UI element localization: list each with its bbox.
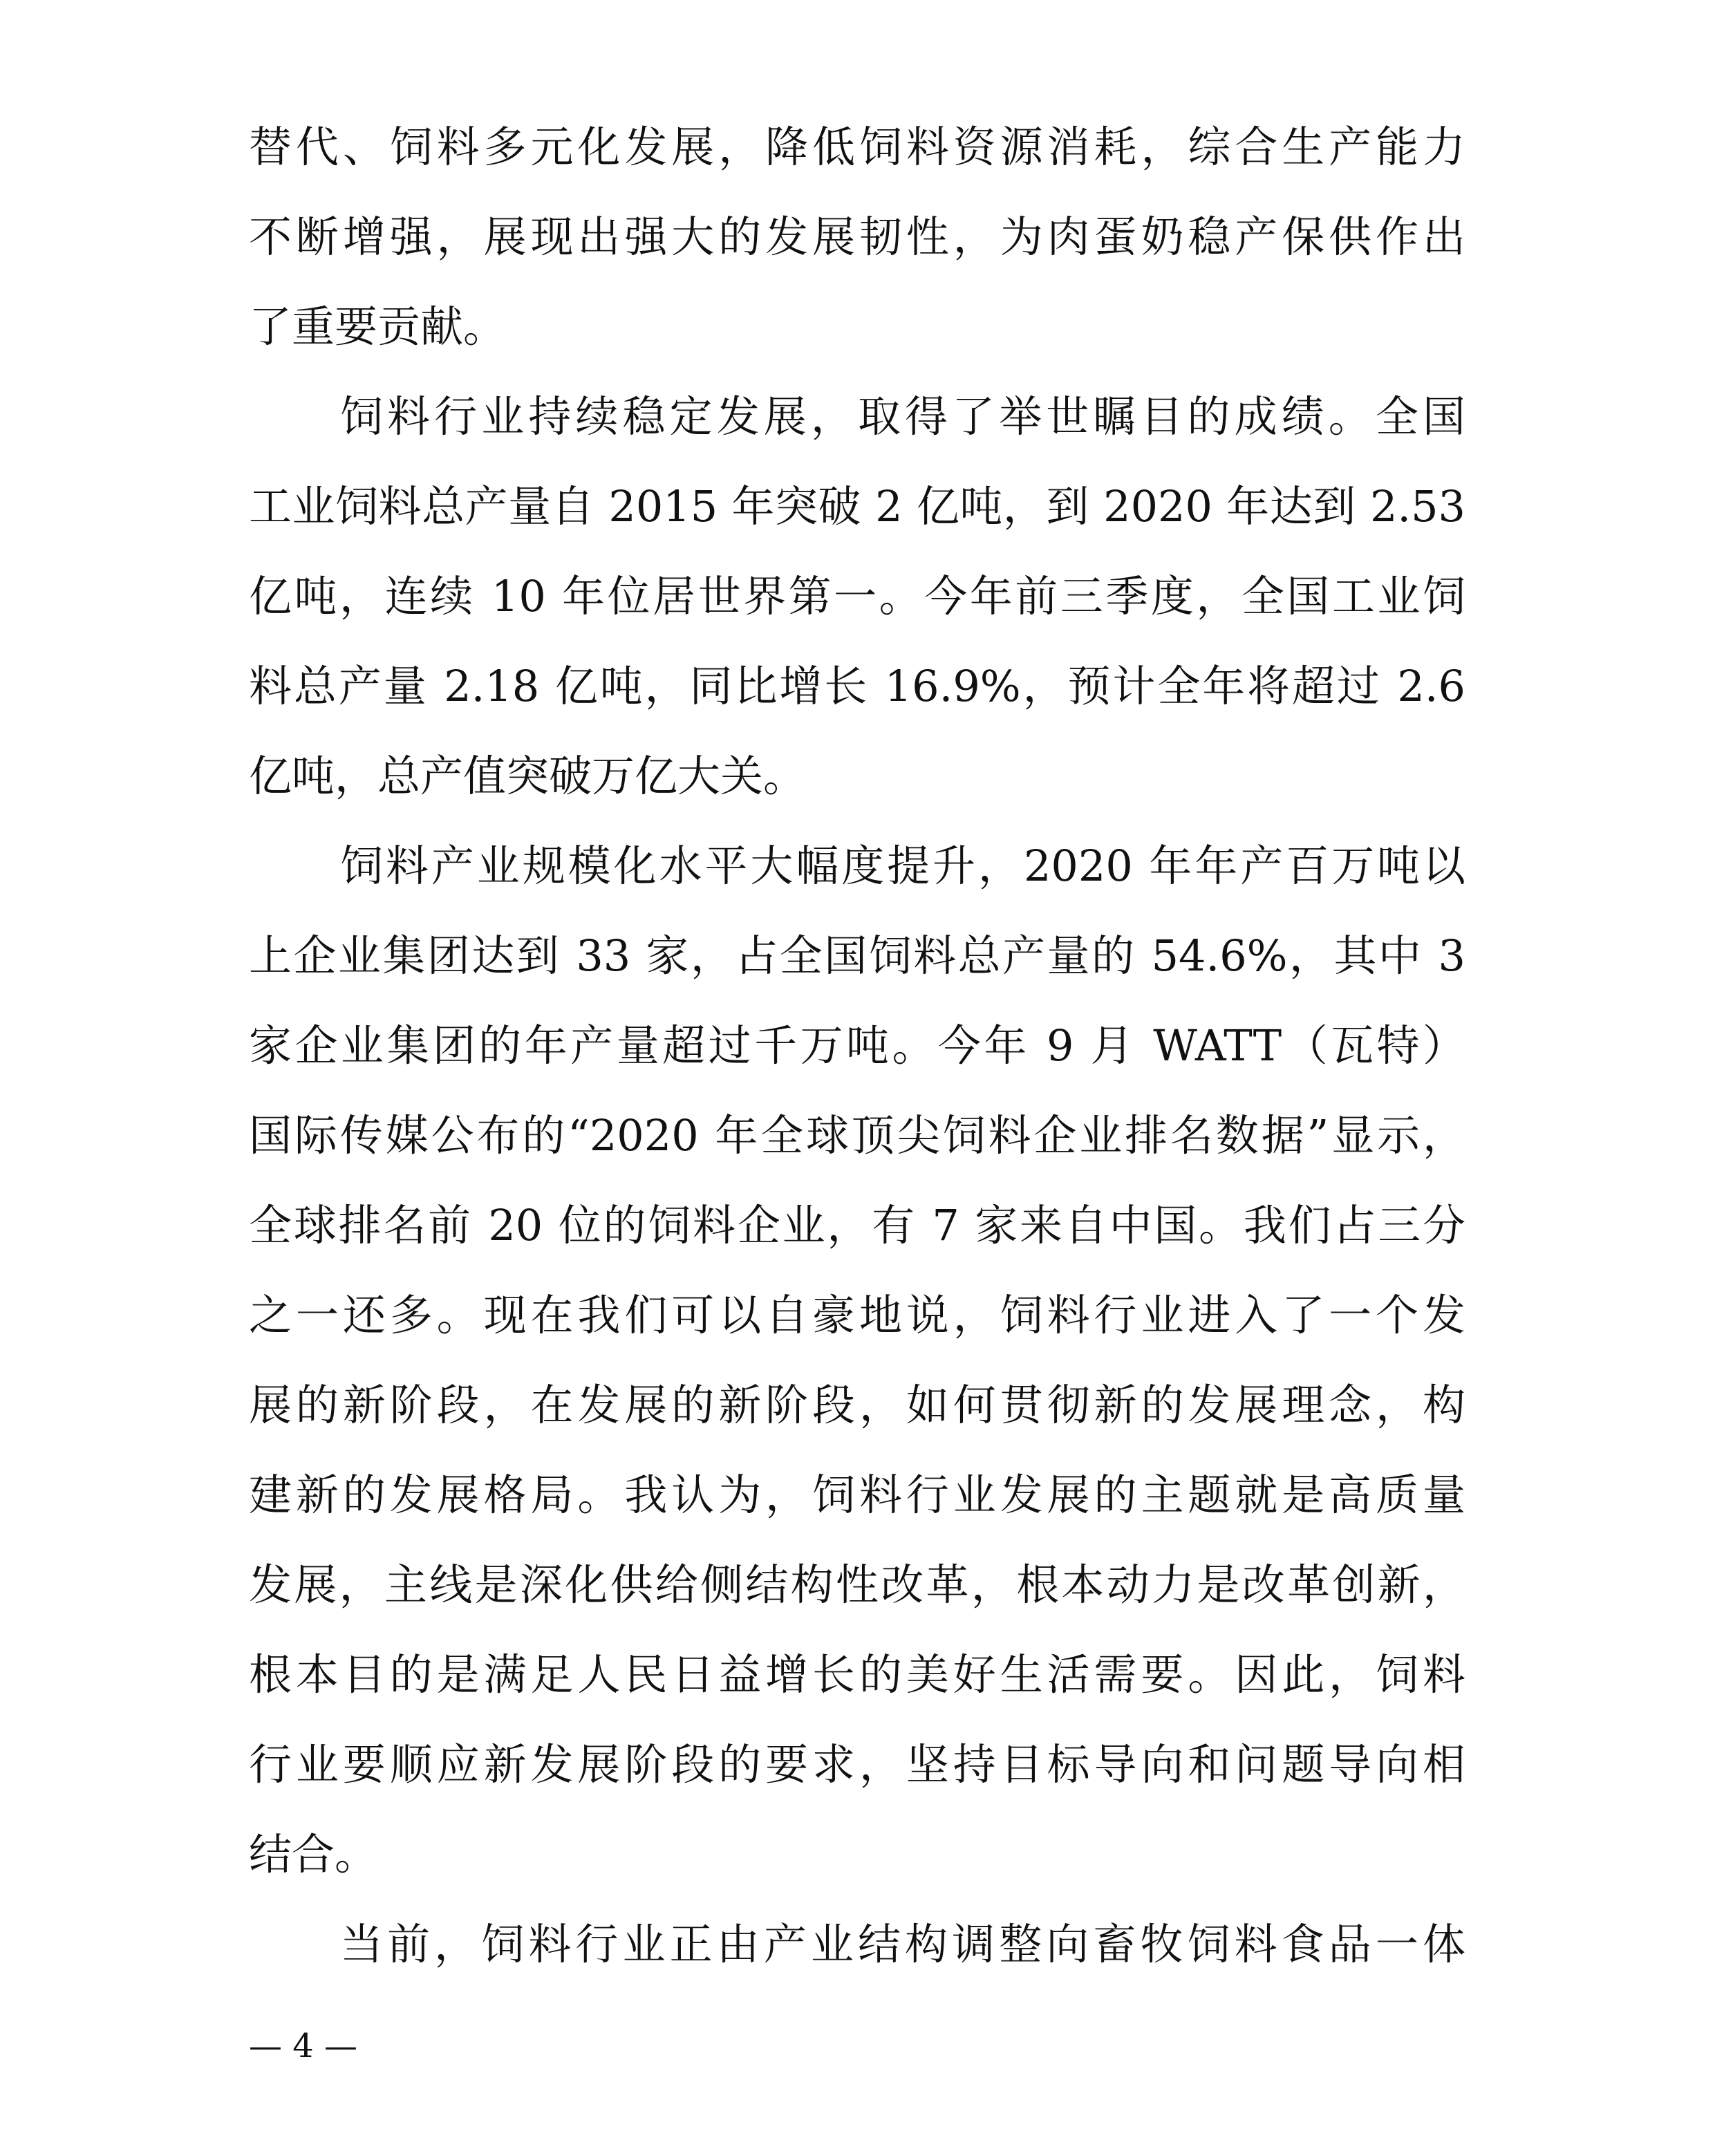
- text-line: 了重要贡献。: [249, 301, 507, 352]
- text-line: 亿吨，总产值突破万亿大关。: [249, 751, 807, 801]
- text-line: 全球排名前 20 位的饲料企业，有 7 家来自中国。我们占三分: [249, 1200, 1465, 1250]
- text-line: 料总产量 2.18 亿吨，同比增长 16.9%，预计全年将超过 2.6: [249, 661, 1465, 711]
- text-line: 家企业集团的年产量超过千万吨。今年 9 月 WATT（瓦特）: [249, 1020, 1465, 1071]
- text-line: 不断增强，展现出强大的发展韧性，为肉蛋奶稳产保供作出: [249, 212, 1465, 262]
- text-line: 根本目的是满足人民日益增长的美好生活需要。因此，饲料: [249, 1649, 1465, 1700]
- paragraph-first-line: 当前，饲料行业正由产业结构调整向畜牧饲料食品一体: [340, 1919, 1465, 1969]
- text-line: 替代、饲料多元化发展，降低饲料资源消耗，综合生产能力: [249, 122, 1465, 172]
- text-line: 上企业集团达到 33 家，占全国饲料总产量的 54.6%，其中 3: [249, 930, 1465, 981]
- text-line: 建新的发展格局。我认为，饲料行业发展的主题就是高质量: [249, 1470, 1465, 1520]
- body-text: [249, 102, 1465, 1989]
- text-line: 结合。: [249, 1829, 378, 1880]
- page-number: — 4 —: [249, 2027, 358, 2065]
- text-line: 发展，主线是深化供给侧结构性改革，根本动力是改革创新，: [249, 1559, 1465, 1610]
- text-line: 之一还多。现在我们可以自豪地说，饲料行业进入了一个发: [249, 1290, 1465, 1340]
- text-line: 国际传媒公布的“2020 年全球顶尖饲料企业排名数据”显示，: [249, 1110, 1465, 1161]
- text-line: 展的新阶段，在发展的新阶段，如何贯彻新的发展理念，构: [249, 1380, 1465, 1430]
- text-line: 亿吨，连续 10 年位居世界第一。今年前三季度，全国工业饲: [249, 571, 1465, 621]
- text-line: 行业要顺应新发展阶段的要求，坚持目标导向和问题导向相: [249, 1739, 1465, 1790]
- paragraph-first-line: 饲料行业持续稳定发展，取得了举世瞩目的成绩。全国: [340, 391, 1465, 442]
- text-line: 工业饲料总产量自 2015 年突破 2 亿吨，到 2020 年达到 2.53: [249, 481, 1465, 532]
- paragraph-first-line: 饲料产业规模化水平大幅度提升，2020 年年产百万吨以: [340, 841, 1465, 891]
